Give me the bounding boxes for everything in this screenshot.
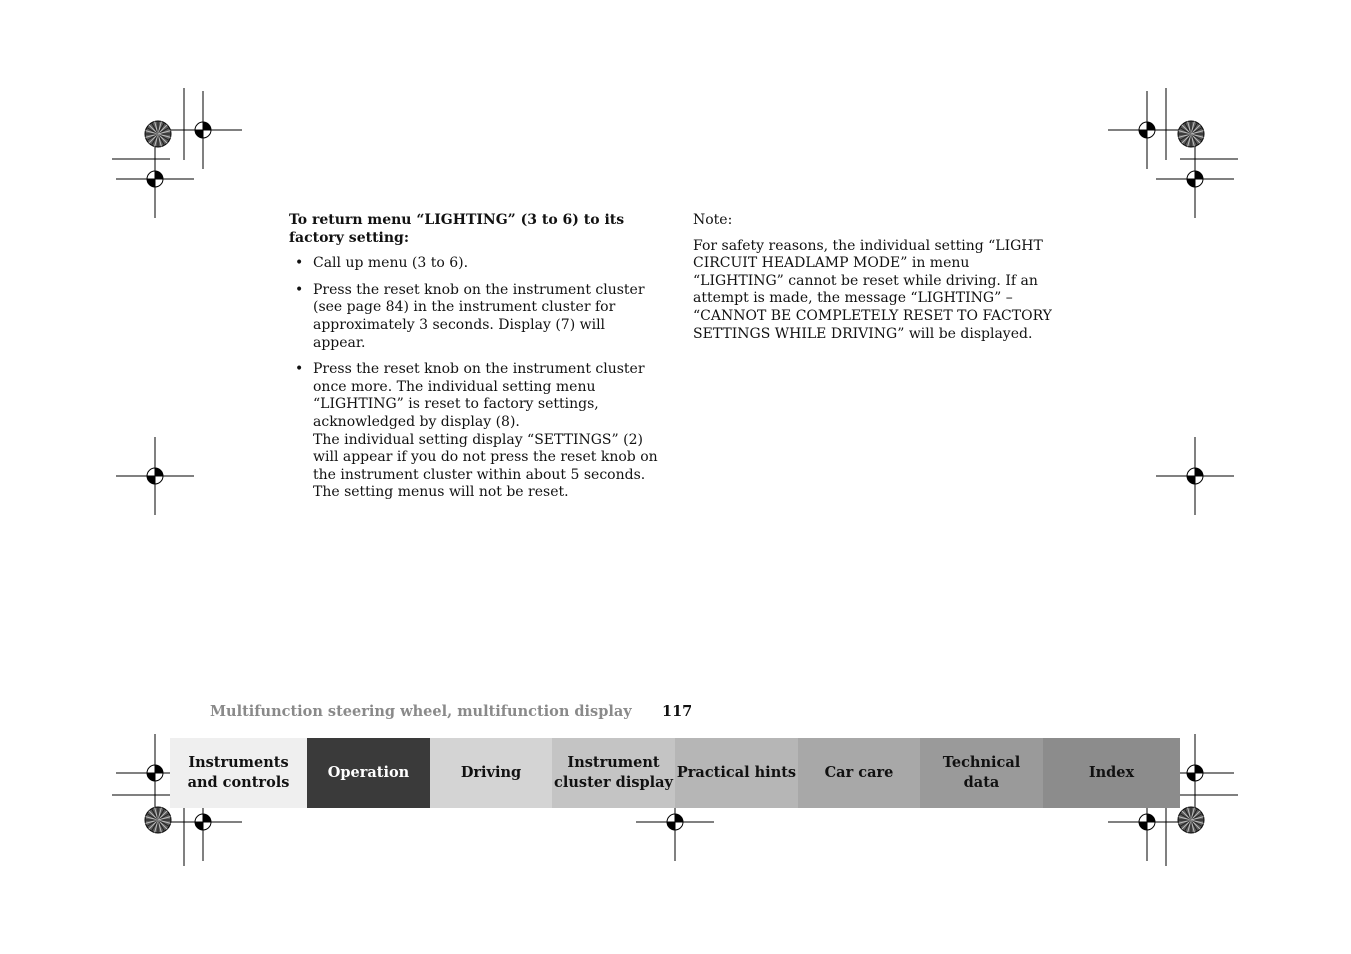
crosshair-mark (116, 437, 194, 515)
tab-instruments-and-controls[interactable] (170, 738, 307, 808)
tab-practical-hints[interactable] (675, 738, 798, 808)
tab-label: Operation (327, 764, 410, 781)
list-item-continuation: The individual setting display “SETTINGS” (2) will appear if you do not press the reset knob on the instrument cluster within about 5 seconds. The setting menus will not be reset. (313, 431, 658, 501)
bullet-icon: • (295, 281, 304, 298)
tab-label: Instrument cluster display (554, 754, 673, 791)
instruction-heading: To return menu “LIGHTING” (3 to 6) to its factory setting: (289, 212, 625, 246)
chapter-tabs (170, 738, 1180, 808)
tab-instrument-cluster-display[interactable] (552, 738, 675, 808)
tab-technical-data[interactable] (920, 738, 1043, 808)
tab-label: Instruments and controls (187, 754, 290, 791)
section-title: Multifunction steering wheel, multifunction display (210, 703, 632, 720)
crosshair-mark (1156, 437, 1234, 515)
tab-car-care[interactable] (798, 738, 920, 808)
list-item (289, 282, 659, 352)
list-item-text: Call up menu (3 to 6). (313, 255, 469, 272)
rosette-mark (1178, 807, 1204, 833)
tab-label: Practical hints (676, 764, 797, 781)
tab-label: Index (1088, 764, 1135, 781)
note-text: For safety reasons, the individual setting “LIGHT CIRCUIT HEADLAMP MODE” in menu “LIGHTING” cannot be reset while driving. If an attempt is made, the message “LIGHTING” – “CANNOT BE COMPLETELY RESET TO FACTORY SETTINGS WHILE DRIVING” will be displayed. (693, 237, 1052, 342)
tab-label: Driving (460, 764, 522, 781)
rosette-mark (145, 807, 171, 833)
list-item (289, 255, 659, 273)
page-number: 117 (662, 703, 693, 720)
tab-label: Car care (824, 764, 894, 781)
rosette-mark (145, 121, 171, 147)
tab-label: Technical data (942, 754, 1021, 791)
instruction-list (289, 255, 659, 502)
right-column (693, 212, 1063, 343)
crosshair-mark (116, 140, 194, 218)
tab-index[interactable] (1043, 738, 1180, 808)
bullet-icon: • (295, 255, 304, 272)
bullet-icon: • (295, 361, 304, 378)
list-item-text: Press the reset knob on the instrument cluster (see page 84) in the instrument cluster for approximately 3 seconds. Display (7) will appear. (313, 281, 645, 351)
list-item (289, 361, 659, 502)
left-column (289, 212, 659, 511)
rosette-mark (1178, 121, 1204, 147)
crosshair-mark (164, 91, 242, 169)
list-item-text: Press the reset knob on the instrument cluster once more. The individual setting menu “LIGHTING” is reset to factory settings, acknowledged by display (8). (313, 361, 645, 430)
tab-operation[interactable] (307, 738, 430, 808)
tab-driving[interactable] (430, 738, 552, 808)
crosshair-mark (1156, 140, 1234, 218)
crosshair-mark (1108, 91, 1186, 169)
note-label: Note: (693, 212, 733, 228)
